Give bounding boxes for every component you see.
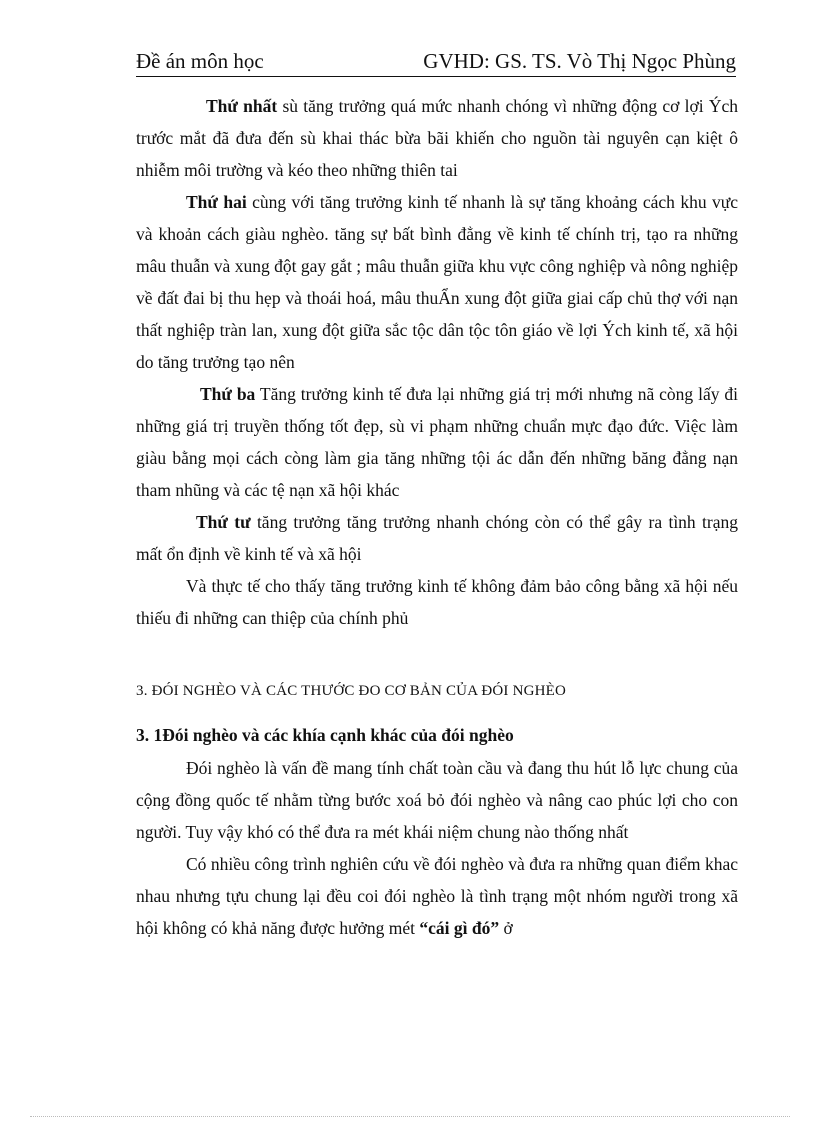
- page-header: [136, 48, 736, 77]
- paragraph-third-lead: Thứ ba: [200, 384, 256, 404]
- paragraph-seventh-text: Có nhiều công trình nghiên cứu về đói nghèo và đưa ra những quan điểm khac nhau nhưng tựu chung lại đều coi đói nghèo là tình trạng một nhóm người trong xã hội không có khả năng được hưởng mét: [136, 854, 738, 938]
- paragraph-second-lead: Thứ hai: [186, 192, 247, 212]
- paragraph-seventh-tail: ở: [499, 918, 513, 938]
- paragraph-second-text: cùng với tăng trưởng kinh tế nhanh là sự tăng khoảng cách khu vực và khoản cách giàu nghèo. tăng sự bất bình đẳng về kinh tế chính trị, tạo ra những mâu thuẫn và xung đột gay gắt ; mâu thuẫn giữa khu vực công nghiệp và nông nghiệp về đất đai bị thu hẹp và thoái hoá, mâu thuẨn xung đột giữa giai cấp chủ thợ với nạn thất nghiệp tràn lan, xung đột giữa sắc tộc dân tộc tôn giáo về lợi Ých kinh tế, xã hội do tăng trưởng tạo nên: [136, 192, 738, 372]
- paragraph-third: [136, 378, 738, 506]
- paragraph-sixth: Đói nghèo là vấn đề mang tính chất toàn cầu và đang thu hút lỗ lực chung của cộng đồng quốc tế nhằm từng bước xoá bỏ đói nghèo và nâng cao phúc lợi cho con người. Tuy vậy khó có thể đưa ra mét khái niệm chung nào thống nhất: [136, 758, 738, 842]
- paragraph-fourth-text: tăng trưởng tăng trưởng nhanh chóng còn có thể gây ra tình trạng mất ổn định về kinh tế và xã hội: [136, 512, 738, 564]
- paragraph-first-text: sù tăng trưởng quá mức nhanh chóng vì những động cơ lợi Ých trước mắt đã đưa đến sù khai thác bừa bãi khiến cho nguồn tài nguyên cạn kiệt ô nhiễm môi trường và kéo theo những thiên tai: [136, 96, 738, 180]
- subsection-heading: 3. 1Đói nghèo và các khía cạnh khác của đói nghèo: [136, 725, 514, 745]
- paragraph-third-text: Tăng trưởng kinh tế đưa lại những giá trị mới nhưng nã còng lấy đi những giá trị truyền thống tốt đẹp, sù vi phạm những chuẩn mực đạo đức. Việc làm giàu bằng mọi cách còng làm gia tăng những tội ác dẫn đến những băng đẳng nạn tham nhũng và các tệ nạn xã hội khác: [136, 384, 738, 500]
- footer-dotted-divider: [30, 1116, 790, 1117]
- paragraph-seventh-emphasis: “cái gì đó”: [419, 918, 500, 938]
- header-course-title: Đề án môn học: [136, 49, 264, 73]
- section-heading: 3. ĐÓI NGHÈO VÀ CÁC THƯỚC ĐO CƠ BẢN CỦA ĐÓI NGHÈO: [136, 683, 567, 699]
- paragraph-fifth: Và thực tế cho thấy tăng trưởng kinh tế không đảm bảo công bằng xã hội nếu thiếu đi những can thiệp của chính phủ: [136, 576, 738, 628]
- header-supervisor: GVHD: GS. TS. Vò Thị Ngọc Phùng: [423, 49, 736, 73]
- paragraph-fourth-lead: Thứ tư: [196, 512, 251, 532]
- paragraph-fourth: [136, 506, 738, 570]
- paragraph-first: [136, 90, 738, 186]
- paragraph-first-lead: Thứ nhất: [206, 96, 278, 116]
- document-body: [136, 90, 738, 944]
- paragraph-seventh: [136, 848, 738, 944]
- paragraph-second: [136, 186, 738, 378]
